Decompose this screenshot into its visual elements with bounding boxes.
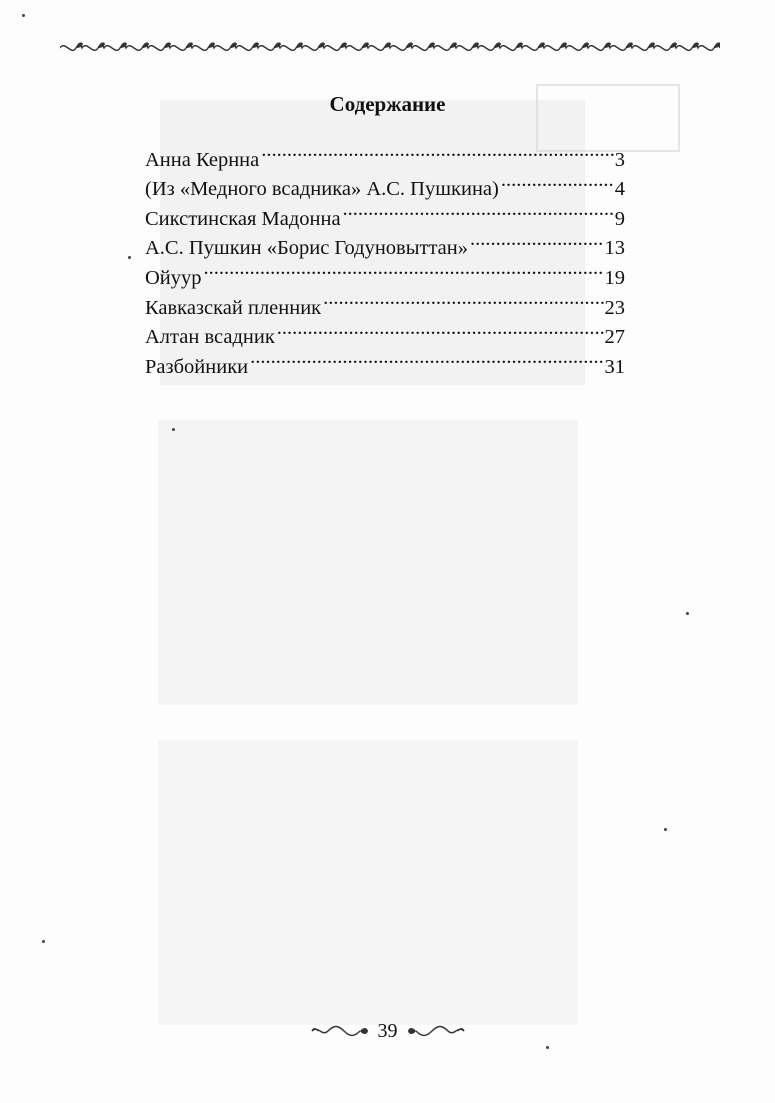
- toc-entry-page: 23: [604, 296, 625, 319]
- page-number: 39: [377, 1019, 398, 1042]
- toc-entry-page: 9: [614, 207, 625, 230]
- scan-speck: [22, 14, 25, 17]
- toc-entry-title: Ойуур: [145, 266, 202, 289]
- flourish-left-icon: [310, 1024, 370, 1038]
- show-through-image: [158, 420, 578, 705]
- toc-entry-page: 31: [604, 355, 625, 378]
- toc-entry-page: 27: [604, 326, 625, 349]
- toc-entry: [145, 254, 625, 289]
- toc-entry-title: Анна Кернна: [145, 148, 260, 171]
- toc-dot-leader: [204, 254, 604, 284]
- toc-entry-title: Разбойники: [145, 355, 249, 378]
- table-of-contents: [145, 136, 625, 378]
- toc-dot-leader: [470, 225, 604, 255]
- toc-dot-leader: [250, 343, 603, 373]
- scan-speck: [664, 828, 667, 831]
- toc-dot-leader: [277, 314, 604, 344]
- toc-entry-page: 3: [614, 148, 625, 171]
- toc-entry-page: 13: [604, 237, 625, 260]
- vine-ornament-icon: [60, 38, 720, 58]
- scan-speck: [42, 940, 45, 943]
- toc-entry-title: Кавказскай пленник: [145, 296, 322, 319]
- toc-entry-title: (Из «Медного всадника» А.С. Пушкина): [145, 178, 499, 201]
- show-through-image: [158, 740, 578, 1025]
- scan-speck: [546, 1046, 549, 1049]
- toc-entry-title: А.С. Пушкин «Борис Годуновыттан»: [145, 237, 468, 260]
- page-footer: [0, 1018, 775, 1044]
- toc-dot-leader: [261, 136, 613, 166]
- toc-entry-page: 4: [614, 178, 625, 201]
- flourish-right-icon: [406, 1024, 466, 1038]
- scan-speck: [172, 428, 175, 431]
- toc-entry-title: Сикстинская Мадонна: [145, 207, 341, 230]
- scan-speck: [128, 256, 131, 259]
- page-title: Содержание: [329, 92, 446, 116]
- toc-entry-page: 19: [604, 266, 625, 289]
- scan-speck: [686, 612, 689, 615]
- toc-entry: [145, 284, 625, 319]
- toc-dot-leader: [323, 284, 603, 314]
- toc-dot-leader: [343, 195, 614, 225]
- toc-dot-leader: [501, 166, 614, 196]
- toc-entry-title: Алтан всадник: [145, 326, 275, 349]
- toc-entry: [145, 136, 625, 171]
